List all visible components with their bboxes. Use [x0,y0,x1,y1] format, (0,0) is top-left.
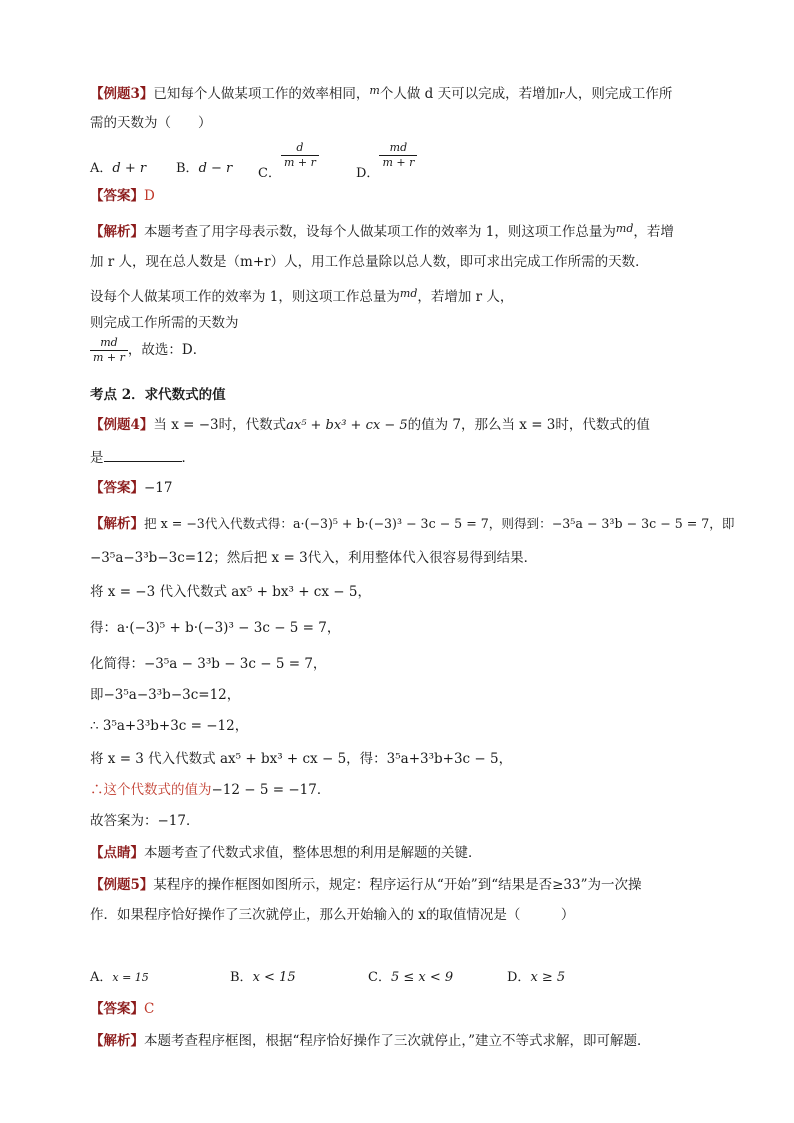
ex3-analysis-line5: $\frac{md}{m + r}$ ，故选：D． [90,336,206,365]
ex5-question-line1: 【例题5】某程序的操作框图如图所示，规定：程序运行从“开始”到“结果是否≥33”为一次操 [90,877,642,893]
ex3-option-d-fraction: $\frac{md}{m + r}$ [379,141,417,170]
ex4-step4: 即−3⁵a−3³b−3c=12， [90,687,241,703]
ex4-step1: 将 x = −3 代入代数式 ax⁵ + bx³ + cx − 5， [90,584,371,600]
keypoint-2-heading: 考点 2．求代数式的值 [90,387,226,403]
ex3-answer-fraction: $\frac{md}{m + r}$ [90,336,128,365]
ex4-step7: ∴这个代数式的值为−12 − 5 = −17． [90,782,331,798]
answer-blank [104,447,182,462]
ex4-comment: 【点睛】本题考查了代数式求值，整体思想的利用是解题的关键． [90,845,482,861]
ex3-analysis-line1: 【解析】本题考查了用字母表示数，设每个人做某项工作的效率为 1，则这项工作总量为$^{md}$，若增 [90,222,674,240]
ex5-analysis: 【解析】本题考查程序框图，根据“程序恰好操作了三次就停止，”建立不等式求解，即可解题． [90,1033,651,1049]
ex5-answer: 【答案】C [90,1001,155,1017]
ex5-question-line2: 作．如果程序恰好操作了三次就停止，那么开始输入的 x的取值情况是（ ） [90,907,575,923]
ex3-analysis-line3: 设每个人做某项工作的效率为 1，则这项工作总量为$^{md}$，若增加 r 人， [90,287,514,305]
ex4-question-line1: 【例题4】当 x = −3时，代数式ax⁵ + bx³ + cx − 5的值为 7，那么当 x = 3时，代数式的值 [90,417,650,433]
ex4-analysis-line2: −3⁵a−3³b−3c=12；然后把 x = 3代入，利用整体代入很容易得到结果． [90,550,538,566]
ex4-step6: 将 x = 3 代入代数式 ax⁵ + bx³ + cx − 5，得：3⁵a+3³b+3c − 5， [90,751,513,767]
ex3-option-c-fraction: $\frac{d}{m + r}$ [281,141,319,170]
ex3-tag: 【例题3】 [90,86,154,102]
ex4-answer: 【答案】−17 [90,480,173,496]
ex5-option-c: C．5 ≤ x < 9 [368,970,454,985]
ex4-step5: ∴ 3⁵a+3³b+3c = −12， [90,718,249,734]
ex3-answer: 【答案】D [90,188,155,204]
ex3-analysis-line2: 加 r 人，现在总人数是（m+r）人，用工作总量除以总人数，即可求出完成工作所需的天数． [90,254,649,270]
ex5-option-b: B．x < 15 [230,970,296,985]
ex3-option-a: A．d + r [90,161,147,176]
ex4-step3: 化简得：−3⁵a − 3³b − 3c − 5 = 7， [90,656,327,672]
ex4-step2: 得：a·(−3)⁵ + b·(−3)³ − 3c − 5 = 7， [90,620,341,636]
ex4-step8: 故答案为：−17． [90,813,200,829]
ex3-option-d: D． $\frac{md}{m + r}$ [356,141,417,170]
ex4-analysis-line1: 【解析】把 x = −3代入代数式得：a·(−3)⁵ + b·(−3)³ − 3c − 5 = 7，则得到：−3⁵a − 3³b − 3c − 5 = 7，即 [90,516,735,532]
ex3-question-line2: 需的天数为（ ） [90,115,212,131]
ex5-option-a: A．x = 15 [90,970,149,985]
ex3-question-line1: 【例题3】已知每个人做某项工作的效率相同，$^m$个人做 d 天可以完成，若增加r人，则完成工作所 [90,84,673,102]
ex3-analysis-line4: 则完成工作所需的天数为 [90,315,239,331]
ex3-option-b: B．d − r [176,161,233,176]
ex5-option-d: D．x ≥ 5 [507,970,566,985]
ex3-option-c: C． $\frac{d}{m + r}$ [258,141,319,170]
ex4-question-line2: 是 ． [90,447,195,468]
